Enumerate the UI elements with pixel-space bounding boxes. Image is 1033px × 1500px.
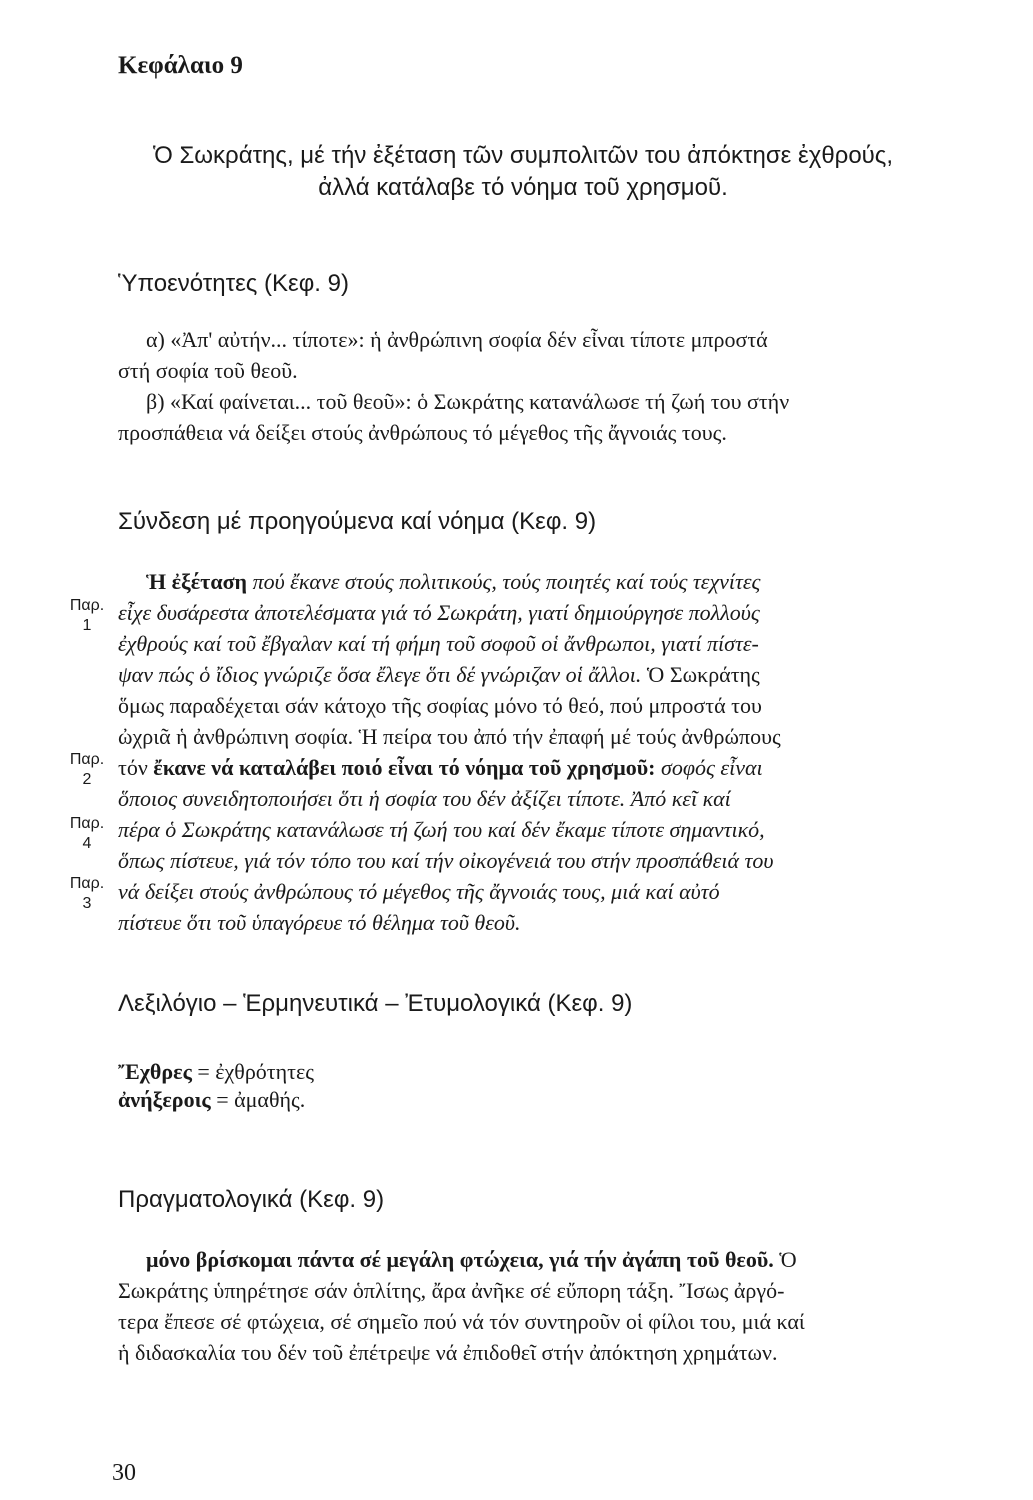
glossary-term: Ἔχθρες — [118, 1059, 192, 1084]
subunits-text — [118, 324, 930, 448]
page-number: 30 — [112, 1460, 136, 1486]
bold-phrase: ἔκανε νά καταλάβει ποιό εἶναι τό νόημα τοῦ χρησμοῦ: — [153, 755, 656, 780]
italic-text: πού ἔκανε στούς πολιτικούς, τούς ποιητές καί τούς τεχνίτες — [247, 569, 761, 594]
text-line: ὅμως παραδέχεται σάν κάτοχο τῆς σοφίας μόνο τό θεό, πού μπροστά του — [118, 693, 762, 718]
text-line: β) «Καί φαίνεται... τοῦ θεοῦ»: ὁ Σωκράτης κατανάλωσε τή ζωή του στήν — [146, 389, 790, 414]
text-line — [118, 659, 930, 690]
factual-notes-text — [118, 1244, 930, 1368]
text-line: προσπάθεια νά δείξει στούς ἀνθρώπους τό μέγεθος τῆς ἄγνοιάς τους. — [118, 420, 727, 445]
plain-text: Ὁ — [773, 1247, 797, 1272]
margin-paragraph-ref — [62, 750, 112, 790]
text-line — [118, 1244, 930, 1275]
chapter-summary — [118, 140, 928, 204]
margin-paragraph-ref — [62, 814, 112, 854]
subunits-heading: Ὑποενότητες (Κεφ. 9) — [118, 270, 349, 297]
glossary-heading: Λεξιλόγιο – Ἑρμηνευτικά – Ἐτυμολογικά (Κεφ. 9) — [118, 990, 633, 1017]
connection-text — [118, 566, 930, 938]
summary-line: ἀλλά κατάλαβε τό νόημα τοῦ χρησμοῦ. — [318, 174, 728, 201]
glossary-definition: = ἐχθρότητες — [191, 1059, 314, 1084]
text-line: ἐχθρούς καί τοῦ ἔβγαλαν καί τή φήμη τοῦ σοφοῦ οἱ ἄνθρωποι, γιατί πίστε- — [118, 631, 759, 656]
text-line: ἡ διδασκαλία του δέν τοῦ ἐπέτρεψε νά ἐπιδοθεῖ στήν ἀπόκτηση χρημάτων. — [118, 1340, 778, 1365]
bold-quote: μόνο βρίσκομαι πάντα σέ μεγάλη φτώχεια, γιά τήν ἀγάπη τοῦ θεοῦ. — [146, 1247, 774, 1272]
margin-number: 3 — [82, 895, 92, 912]
text-line: ὅποιος συνειδητοποιήσει ὅτι ἡ σοφία του δέν ἀξίζει τίποτε. Ἀπό κεῖ καί — [118, 786, 731, 811]
margin-label: Παρ. — [69, 597, 105, 614]
bold-term: Ἡ ἐξέταση — [146, 569, 248, 594]
margin-paragraph-ref — [62, 596, 112, 636]
glossary-list — [118, 1058, 314, 1114]
margin-number: 2 — [82, 771, 92, 788]
glossary-term: ἀνήξεροις — [118, 1087, 211, 1112]
connection-heading: Σύνδεση μέ προηγούμενα καί νόημα (Κεφ. 9) — [118, 508, 597, 535]
summary-line: Ὁ Σωκράτης, μέ τήν ἐξέταση τῶν συμπολιτῶν του ἀπόκτησε ἐχθρούς, — [152, 142, 894, 169]
glossary-entry — [118, 1058, 314, 1086]
margin-number: 4 — [82, 835, 92, 852]
text-line: νά δείξει στούς ἀνθρώπους τό μέγεθος τῆς ἄγνοιάς τους, μιά καί αὐτό — [118, 879, 720, 904]
text-line: ὠχριᾶ ἡ ἀνθρώπινη σοφία. Ἡ πείρα του ἀπό τήν ἐπαφή μέ τούς ἀνθρώπους — [118, 724, 781, 749]
plain-text: Ὁ Σωκράτης — [641, 662, 760, 687]
italic-text: ψαν πώς ὁ ἴδιος γνώριζε ὅσα ἔλεγε ὅτι δέ γνώριζαν οἱ ἄλλοι. — [118, 662, 642, 687]
text-line: Σωκράτης ὑπηρέτησε σάν ὁπλίτης, ἄρα ἀνῆκε σέ εὔπορη τάξη. Ἴσως ἀργό- — [118, 1278, 785, 1303]
text-line: α) «Ἀπ' αὐτήν... τίποτε»: ἡ ἀνθρώπινη σοφία δέν εἶναι τίποτε μπροστά — [146, 327, 768, 352]
text-line: στή σοφία τοῦ θεοῦ. — [118, 358, 298, 383]
margin-paragraph-ref — [62, 874, 112, 914]
text-line — [118, 566, 930, 597]
margin-number: 1 — [82, 617, 92, 634]
text-line: πίστευε ὅτι τοῦ ὑπαγόρευε τό θέλημα τοῦ θεοῦ. — [118, 910, 521, 935]
text-line — [118, 752, 930, 783]
margin-label: Παρ. — [69, 815, 105, 832]
text-line: πέρα ὁ Σωκράτης κατανάλωσε τή ζωή του καί δέν ἔκαμε τίποτε σημαντικό, — [118, 817, 765, 842]
plain-text: τόν — [118, 755, 154, 780]
text-line: ὅπως πίστευε, γιά τόν τόπο του καί τήν οἰκογένειά του στήν προσπάθειά του — [118, 848, 774, 873]
glossary-definition: = ἀμαθής. — [210, 1087, 306, 1112]
italic-text: σοφός εἶναι — [655, 755, 763, 780]
chapter-heading: Κεφάλαιο 9 — [118, 52, 243, 79]
glossary-entry — [118, 1086, 314, 1114]
text-line: εἶχε δυσάρεστα ἀποτελέσματα γιά τό Σωκράτη, γιατί δημιούργησε πολλούς — [118, 600, 760, 625]
text-line: τερα ἔπεσε σέ φτώχεια, σέ σημεῖο πού νά τόν συντηροῦν οἱ φίλοι του, μιά καί — [118, 1309, 805, 1334]
margin-label: Παρ. — [69, 751, 105, 768]
margin-label: Παρ. — [69, 875, 105, 892]
factual-notes-heading: Πραγματολογικά (Κεφ. 9) — [118, 1186, 385, 1213]
